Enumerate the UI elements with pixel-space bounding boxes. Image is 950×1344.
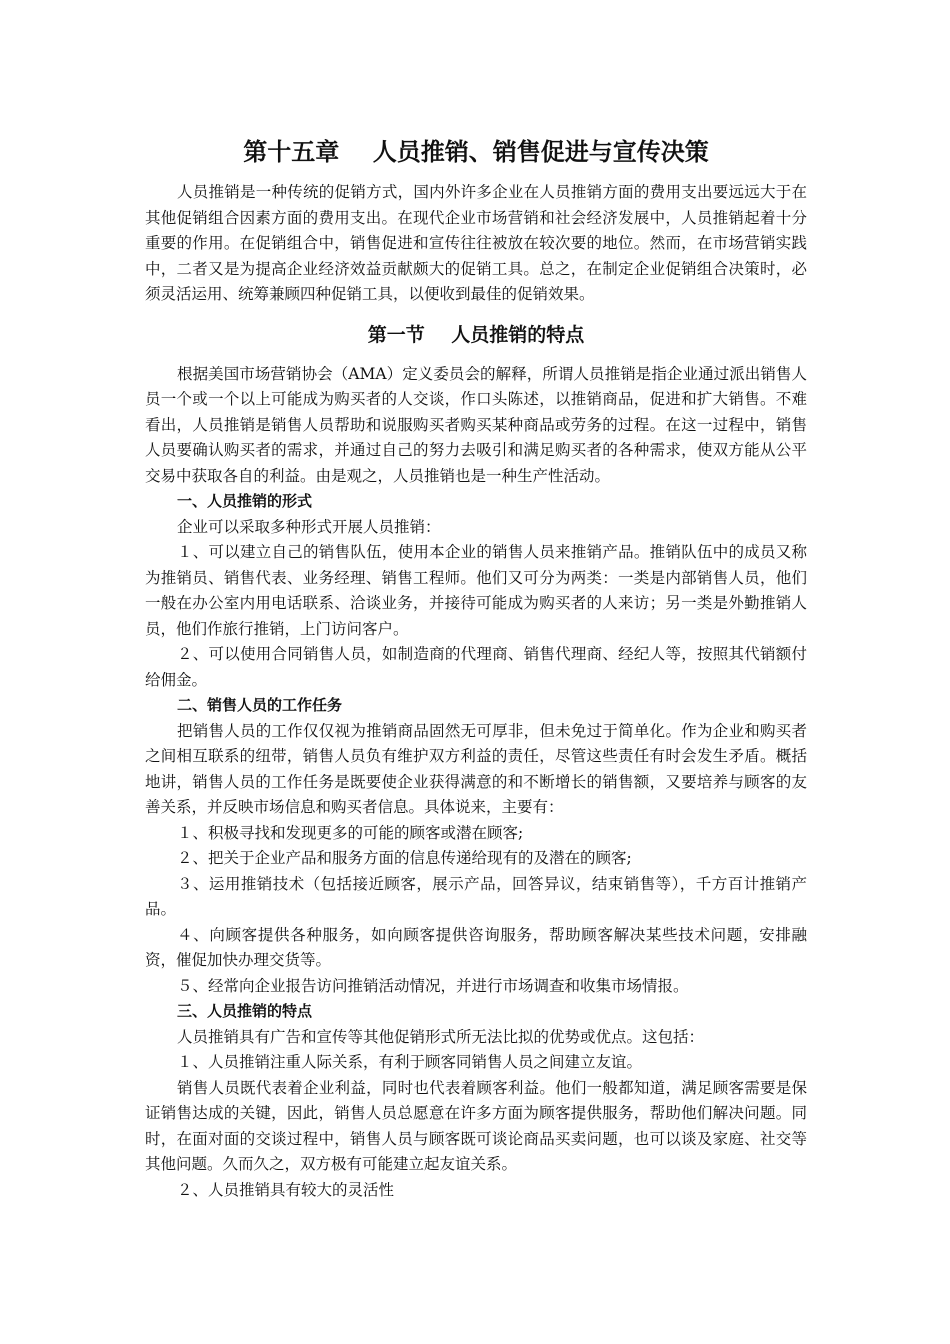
section-title: 第一节 人员推销的特点 — [367, 323, 585, 346]
subsection-heading-tasks: 二、销售人员的工作任务 — [177, 696, 343, 714]
list-item: １、可以建立自己的销售队伍，使用本企业的销售人员来推销产品。推销队伍中的成员又称为推销员、销售代表、业务经理、销售工程师。他们又可分为两类：一类是内部销售人员，他们一般在办公室内用电话联系、洽谈业务，并接待可能成为购买者的人来访；另一类是外勤推销人员，他们作旅行推销，上门访问客户。 — [145, 543, 807, 638]
subsection-heading-forms: 一、人员推销的形式 — [177, 492, 313, 510]
list-item: １、积极寻找和发现更多的可能的顾客或潜在顾客; — [177, 823, 524, 842]
paragraph: 把销售人员的工作仅仅视为推销商品固然无可厚非，但未免过于简单化。作为企业和购买者之间相互联系的纽带，销售人员负有维护双方利益的责任，尽管这些责任有时会发生矛盾。概括地讲，销售人员的工作任务是既要使企业获得满意的和不断增长的销售额，又要培养与顾客的友善关系，并反映市场信息和购买者信息。具体说来，主要有： — [145, 721, 807, 816]
chapter-title: 第十五章 人员推销、销售促进与宣传决策 — [243, 138, 709, 166]
subsection-heading-features: 三、人员推销的特点 — [177, 1002, 313, 1020]
document-page — [145, 132, 807, 1203]
list-item: ４、向顾客提供各种服务，如向顾客提供咨询服务，帮助顾客解决某些技术问题，安排融资，催促加快办理交货等。 — [145, 925, 807, 969]
paragraph: 销售人员既代表着企业利益，同时也代表着顾客利益。他们一般都知道，满足顾客需要是保证销售达成的关键，因此，销售人员总愿意在许多方面为顾客提供服务，帮助他们解决问题。同时，在面对面的交谈过程中，销售人员与顾客既可谈论商品买卖问题，也可以谈及家庭、社交等其他问题。久而久之，双方极有可能建立起友谊关系。 — [145, 1078, 807, 1173]
list-item: ２、人员推销具有较大的灵活性 — [177, 1180, 395, 1199]
list-item: ５、经常向企业报告访问推销活动情况，并进行市场调查和收集市场情报。 — [177, 976, 689, 995]
list-item: １、人员推销注重人际关系，有利于顾客同销售人员之间建立友谊。 — [177, 1053, 643, 1071]
paragraph: 企业可以采取多种形式开展人员推销： — [177, 517, 441, 536]
list-item: ２、把关于企业产品和服务方面的信息传递给现有的及潜在的顾客; — [177, 849, 632, 867]
list-item: ２、可以使用合同销售人员，如制造商的代理商、销售代理商、经纪人等，按照其代销额付给佣金。 — [145, 645, 807, 689]
section-intro-paragraph: 根据美国市场营销协会（AMA）定义委员会的解释，所谓人员推销是指企业通过派出销售人员一个或一个以上可能成为购买者的人交谈，作口头陈述，以推销商品，促进和扩大销售。不难看出，人员推销是销售人员帮助和说服购买者购买某种商品或劳务的过程。在这一过程中，销售人员要确认购买者的需求，并通过自己的努力去吸引和满足购买者的各种需求，使双方能从公平交易中获取各自的利益。由是观之，人员推销也是一种生产性活动。 — [145, 364, 807, 485]
intro-paragraph: 人员推销是一种传统的促销方式，国内外许多企业在人员推销方面的费用支出要远远大于在其他促销组合因素方面的费用支出。在现代企业市场营销和社会经济发展中，人员推销起着十分重要的作用。在促销组合中，销售促进和宣传往往被放在较次要的地位。然而，在市场营销实践中，二者又是为提高企业经济效益贡献颇大的促销工具。总之，在制定企业促销组合决策时，必须灵活运用、统筹兼顾四种促销工具，以便收到最佳的促销效果。 — [145, 183, 807, 303]
list-item: ３、运用推销技术（包括接近顾客，展示产品，回答异议，结束销售等），千方百计推销产品。 — [145, 874, 807, 918]
paragraph: 人员推销具有广告和宣传等其他促销形式所无法比拟的优势或优点。这包括： — [177, 1027, 705, 1046]
